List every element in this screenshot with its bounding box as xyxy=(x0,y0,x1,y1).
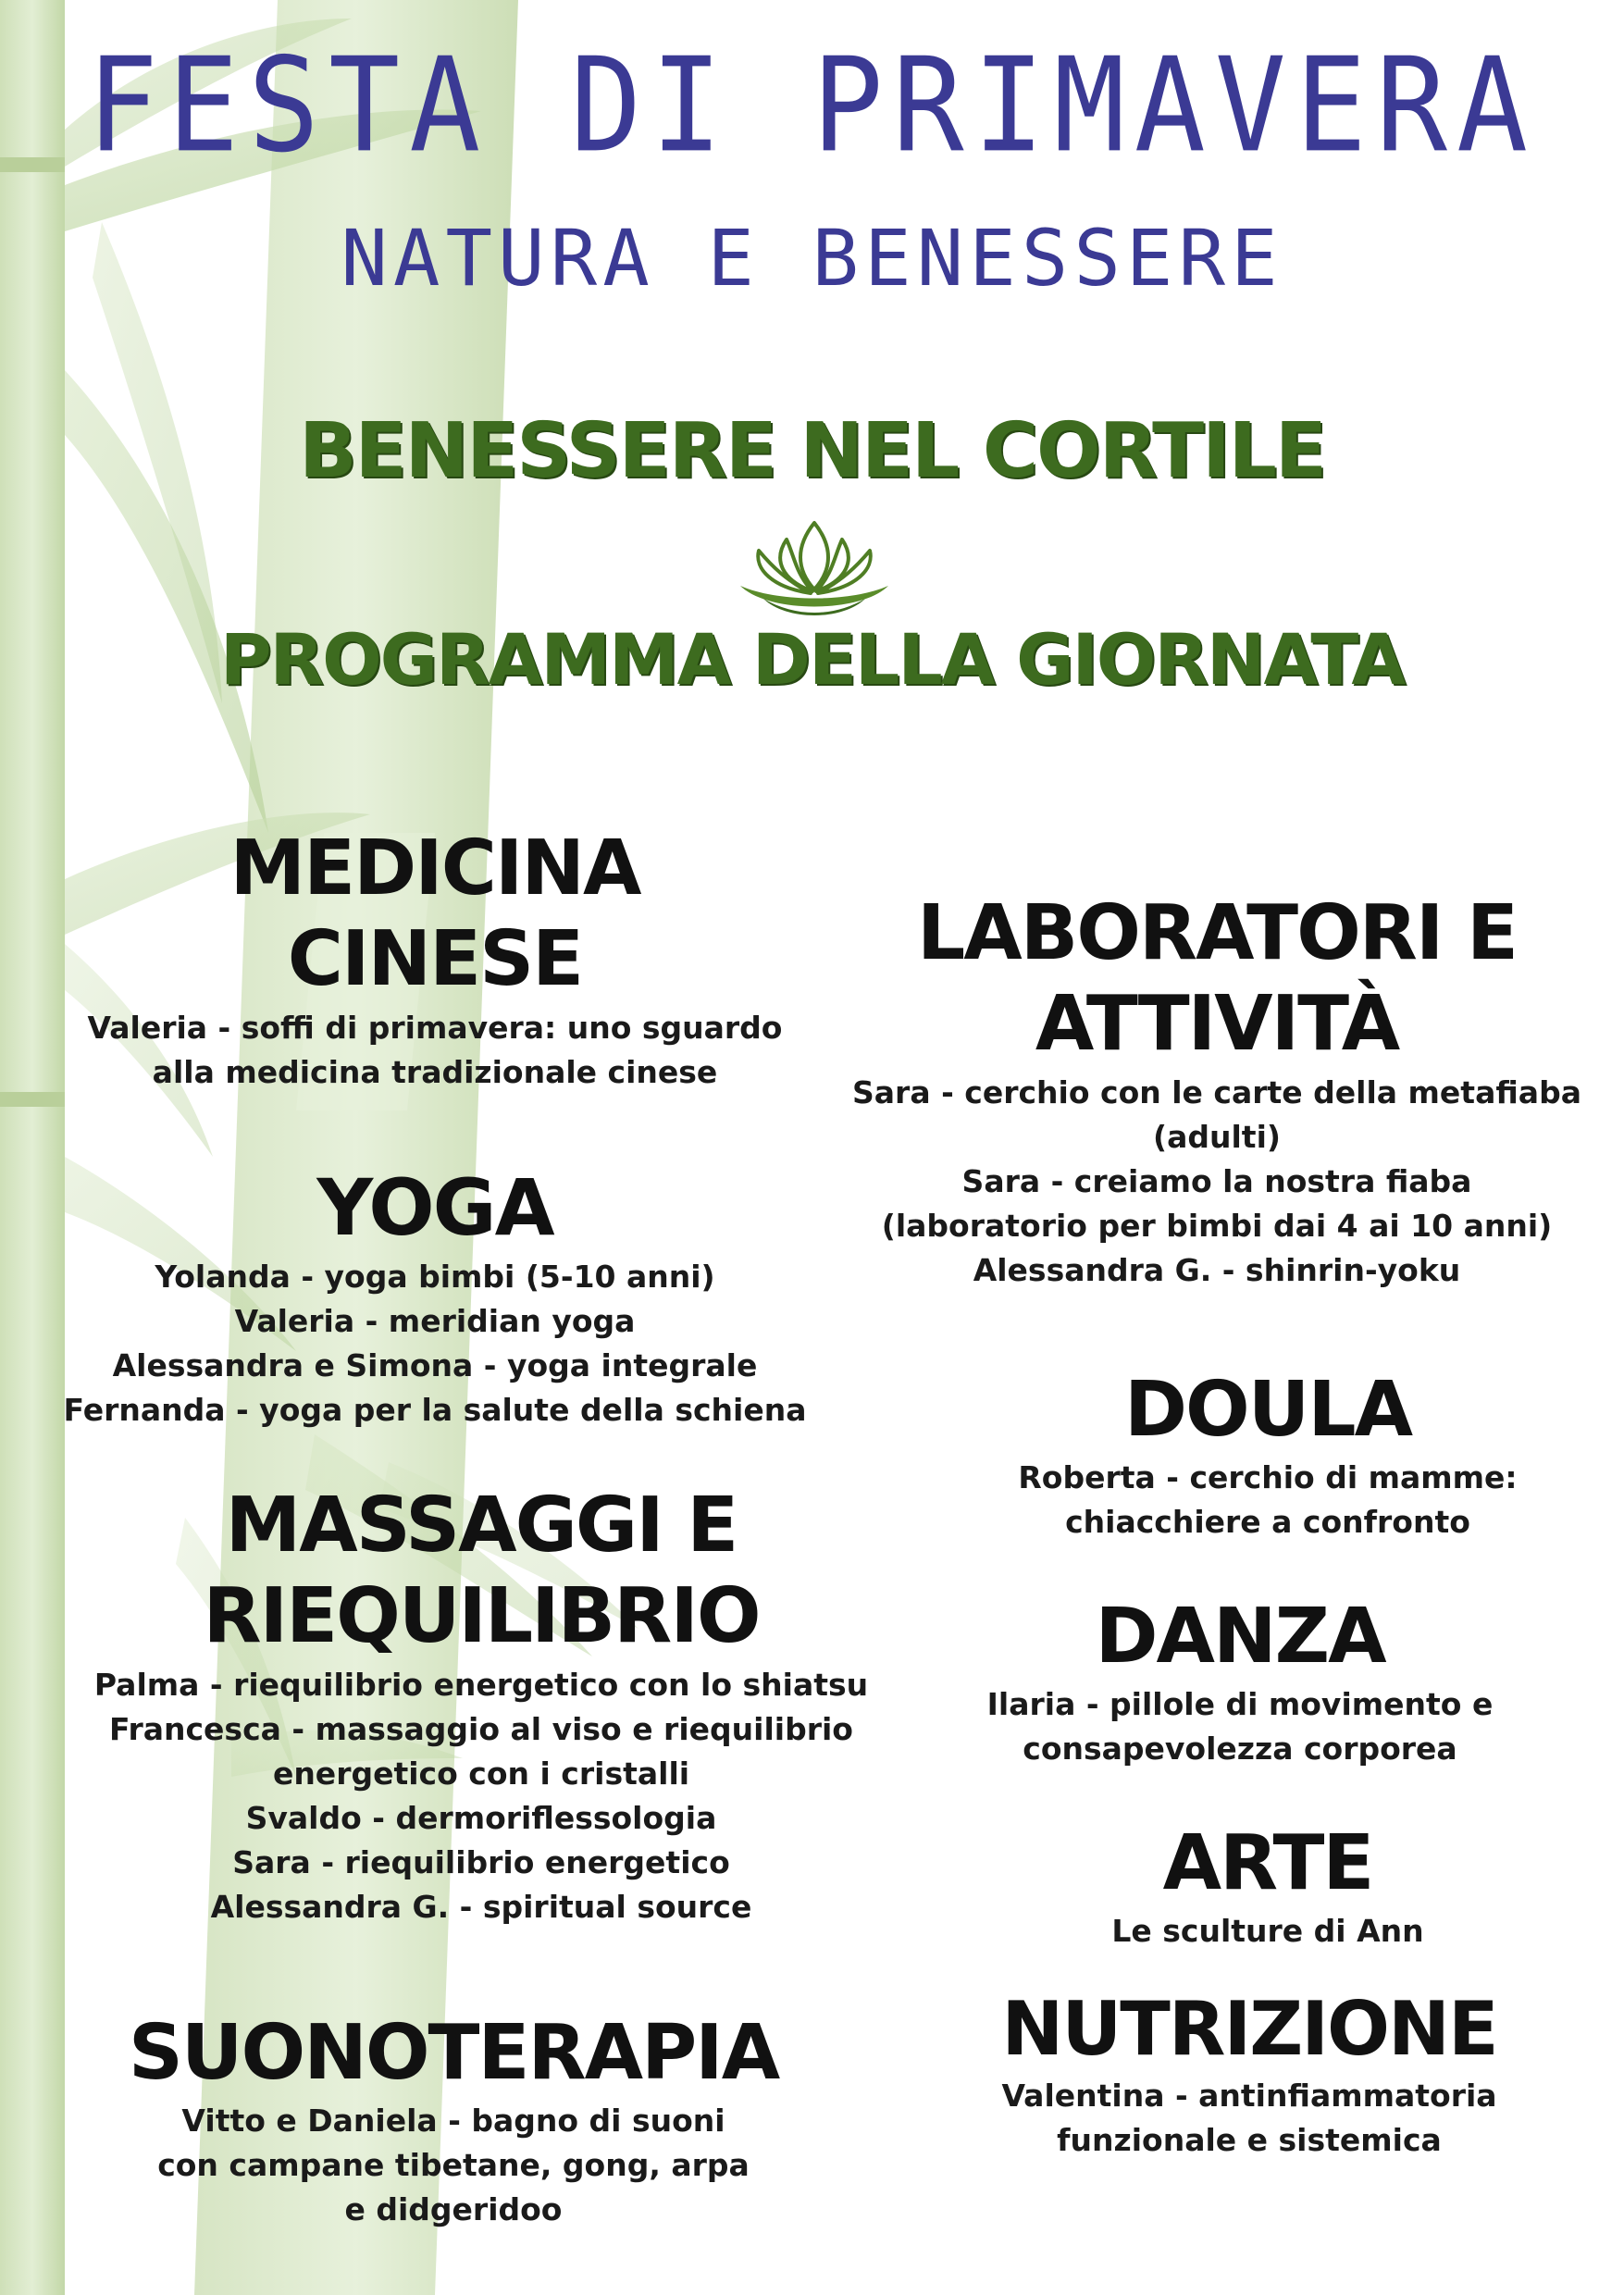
lotus-icon xyxy=(731,514,898,625)
section-suonoterapia xyxy=(65,2008,842,2232)
section-yoga xyxy=(46,1161,824,1433)
poster-subtitle: NATURA E BENESSERE xyxy=(341,213,1283,304)
section-description: Vitto e Daniela - bagno di suoni con campane tibetane, gong, arpa e didgeridoo xyxy=(157,2103,750,2228)
section-title: SUONOTERAPIA xyxy=(128,2009,779,2097)
section-title: MASSAGGI E RIEQUILIBRIO xyxy=(203,1482,760,1661)
section-title: LABORATORI E ATTIVITÀ xyxy=(916,889,1517,1069)
section-massaggi-riequilibrio xyxy=(93,1481,870,1929)
section-description: Palma - riequilibrio energetico con lo shiatsu Francesca - massaggio al viso e riequilibrio energetico con i cristalli Svaldo - dermoriflessologia Sara - riequilibrio energetico Alessandra G. - spiritual source xyxy=(93,1666,869,1925)
section-description: Le sculture di Ann xyxy=(1111,1913,1424,1950)
section-title: MEDICINA CINESE xyxy=(229,825,640,1004)
section-title: DANZA xyxy=(1095,1593,1385,1681)
section-danza xyxy=(944,1592,1536,1771)
section-description: Valentina - antinfiammatoria funzionale e sistemica xyxy=(1001,2078,1497,2158)
poster-title: FESTA DI PRIMAVERA xyxy=(86,30,1538,182)
section-description: Yolanda - yoga bimbi (5-10 anni) Valeria - meridian yoga Alessandra e Simona - yoga integrale Fernanda - yoga per la salute della schiena xyxy=(63,1258,807,1428)
section-nutrizione xyxy=(916,1985,1582,2163)
section-title: NUTRIZIONE xyxy=(1001,1986,1497,2072)
section-description: Sara - cerchio con le carte della metafiaba (adulti) Sara - creiamo la nostra fiaba (laboratorio per bimbi dai 4 ai 10 anni) Alessandra G. - shinrin-yoku xyxy=(852,1073,1581,1288)
heading-programma-della-giornata: PROGRAMMA DELLA GIORNATA xyxy=(219,618,1405,701)
section-description: Ilaria - pillole di movimento e consapevolezza corporea xyxy=(986,1686,1494,1768)
section-arte xyxy=(972,1818,1564,1954)
section-description: Valeria - soffi di primavera: uno sguardo alla medicina tradizionale cinese xyxy=(87,1009,783,1090)
section-title: ARTE xyxy=(1162,1819,1373,1907)
section-title: DOULA xyxy=(1123,1366,1412,1454)
section-doula xyxy=(972,1365,1564,1544)
section-title: YOGA xyxy=(316,1162,553,1253)
section-description: Roberta - cerchio di mamme: chiacchiere a confronto xyxy=(1018,1459,1518,1541)
section-laboratori-attivita xyxy=(824,888,1610,1293)
heading-benessere-nel-cortile: BENESSERE NEL CORTILE xyxy=(299,407,1325,495)
section-medicina-cinese xyxy=(56,824,814,1095)
